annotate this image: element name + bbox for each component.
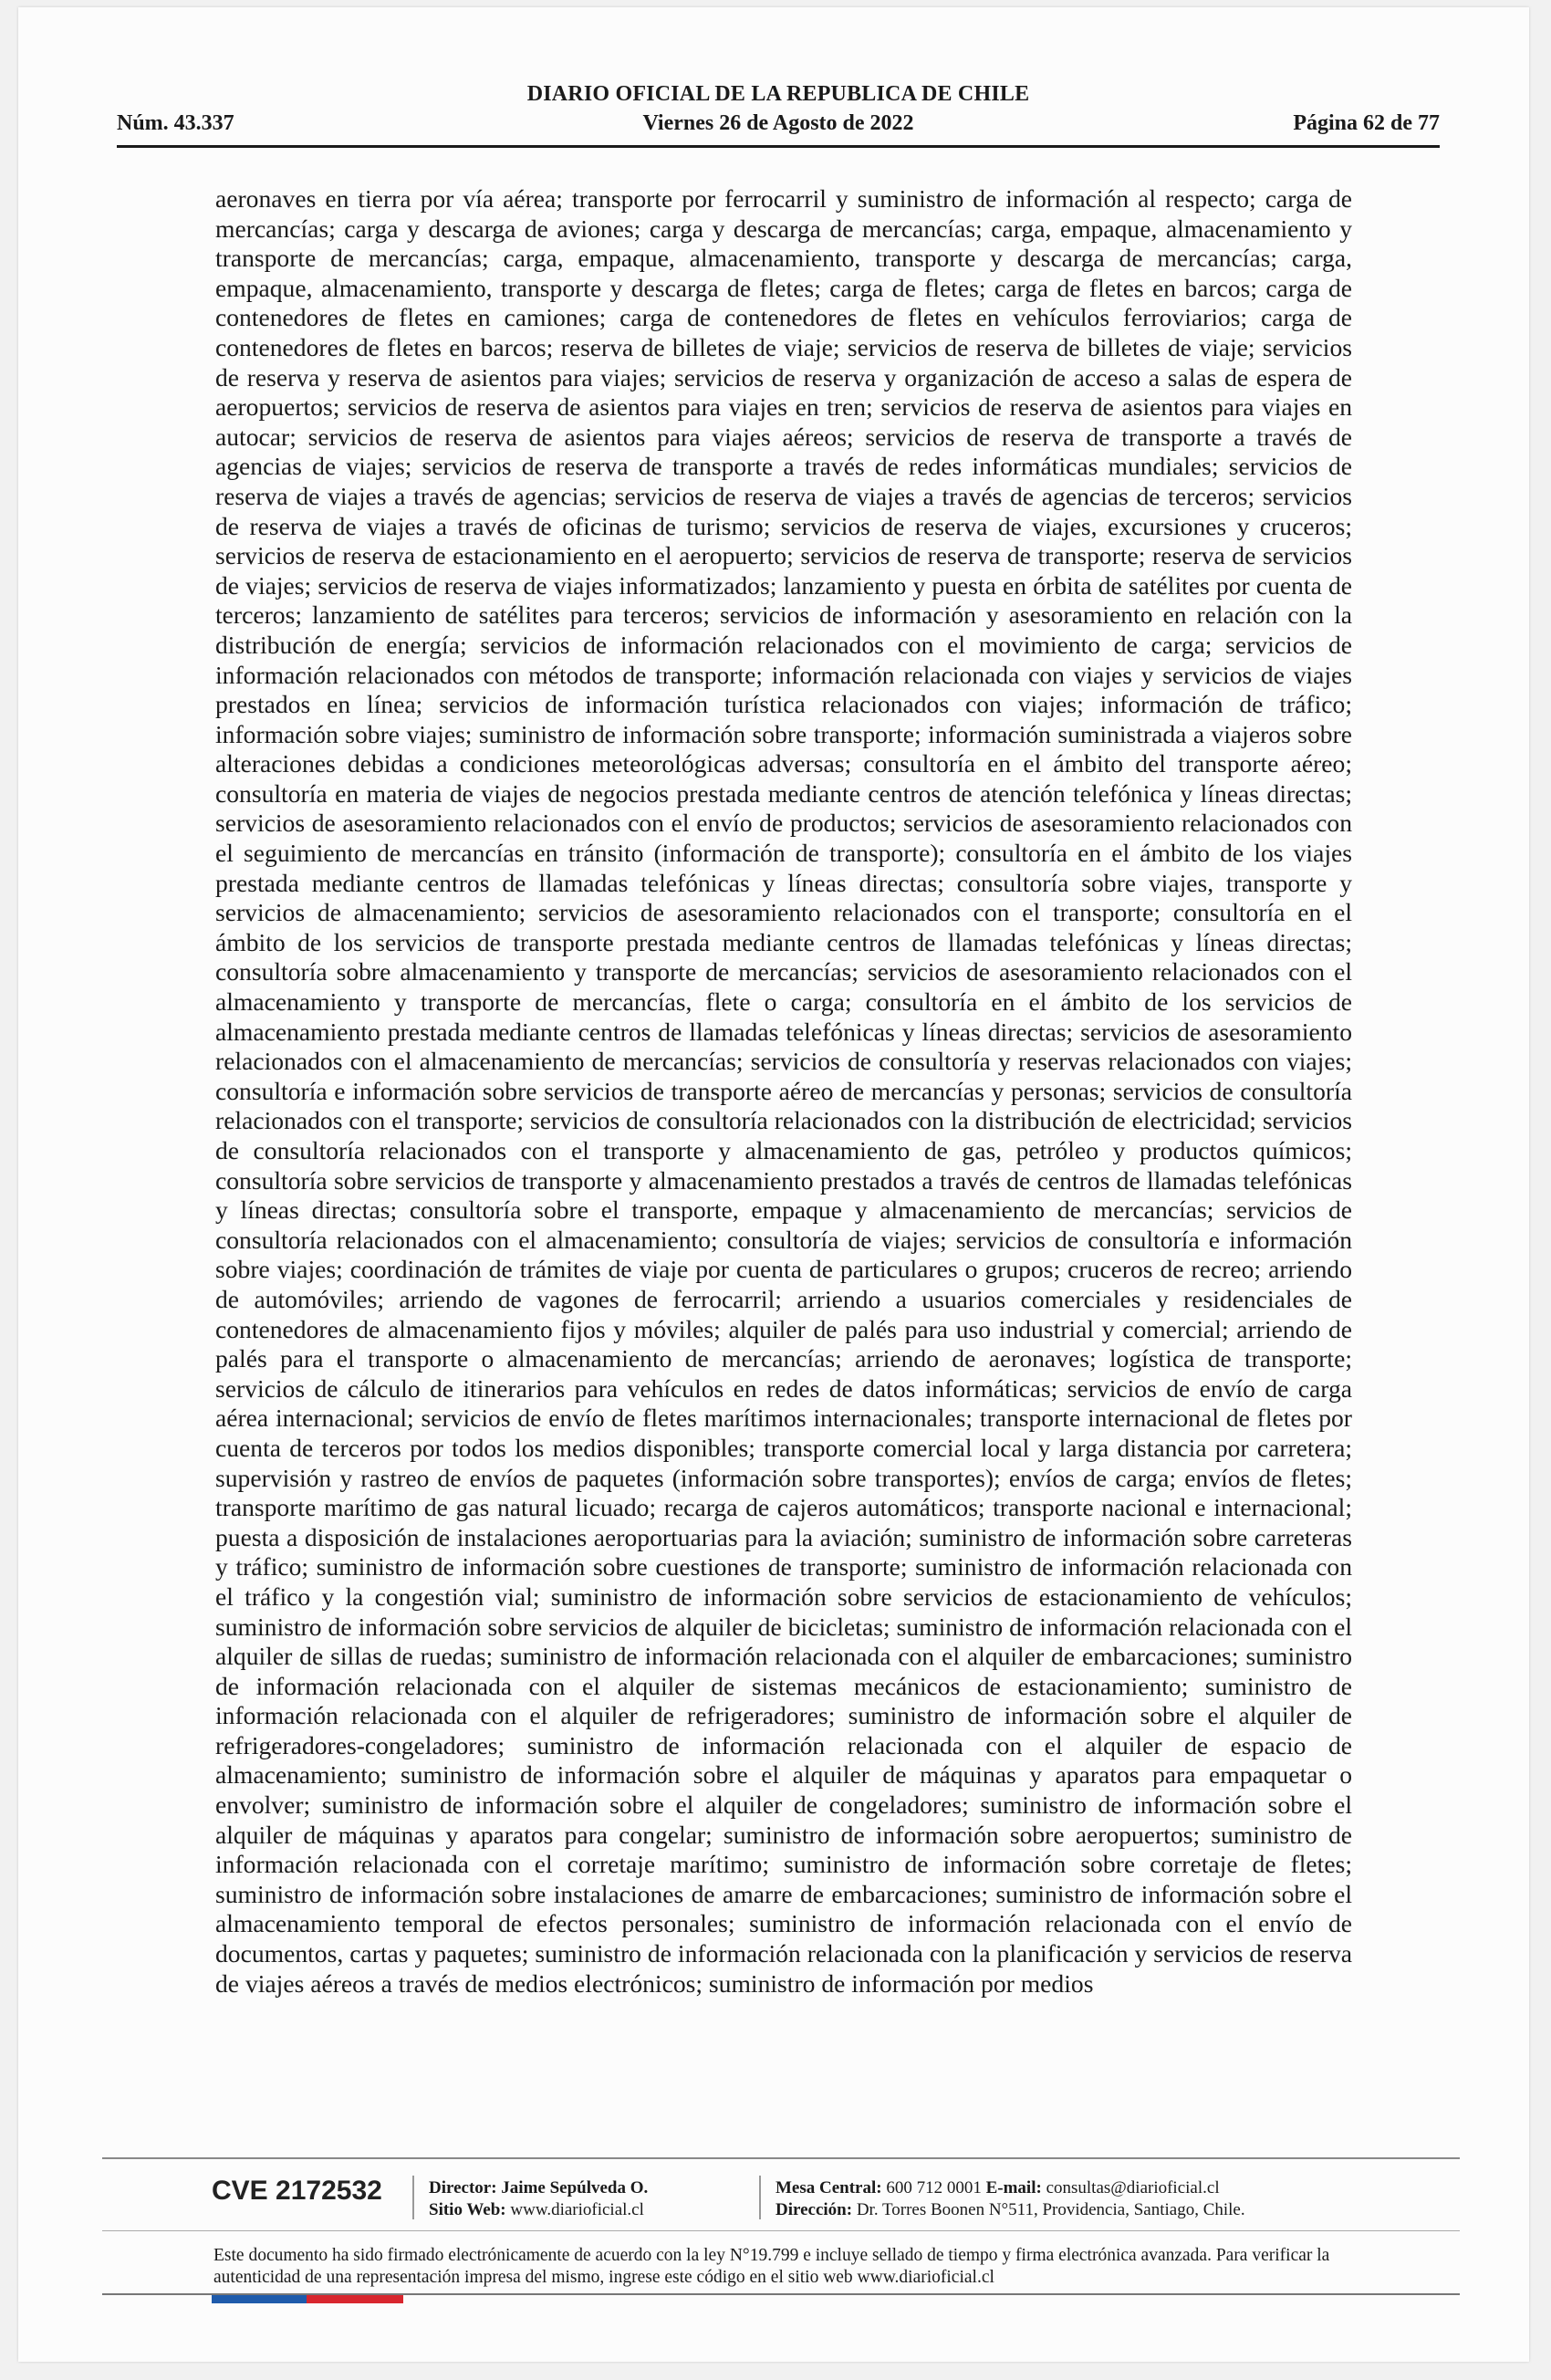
body-paragraph: aeronaves en tierra por vía aérea; transporte por ferrocarril y suministro de información al respecto; carga de mercancías; carga y descarga de aviones; carga y descarga de mercancías; carga, empaque, almacenamiento y transporte de mercancías; carga, empaque, almacenamiento, transporte y descarga de mercancías; carga, empaque, almacenamiento, transporte y descarga de fletes; carga de fletes; carga de fletes en barcos; carga de contenedores de fletes en camiones; carga de contenedores de fletes en vehículos ferroviarios; carga de contenedores de fletes en barcos; reserva de billetes de viaje; servicios de reserva de billetes de viaje; servicios de reserva y reserva de asientos para viajes; servicios de reserva y organización de acceso a salas de espera de aeropuertos; servicios de reserva de asientos para viajes en tren; servicios de reserva de asientos para viajes en autocar; servicios de reserva de asientos para viajes aéreos; servicios de reserva de transporte a través de agencias de viajes; servicios de reserva de transporte a través de redes informáticas mundiales; servicios de reserva de viajes a través de agencias; servicios de reserva de viajes a través de agencias de terceros; servicios de reserva de viajes a través de oficinas de turismo; servicios de reserva de viajes, excursiones y cruceros; servicios de reserva de estacionamiento en el aeropuerto; servicios de reserva de transporte; reserva de servicios de viajes; servicios de reserva de viajes informatizados; lanzamiento y puesta en órbita de satélites por cuenta de terceros; lanzamiento de satélites para terceros; servicios de información y asesoramiento en relación con la distribución de energía; servicios de información relacionados con el movimiento de carga; servicios de información relacionados con métodos de transporte; información relacionada con viajes y servicios de viajes prestados en línea; servicios de información turística relacionados con viajes; información de tráfico; información sobre viajes; suministro de información sobre transporte; información suministrada a viajeros sobre alteraciones debidas a condiciones meteorológicas adversas; consultoría en el ámbito del transporte aéreo; consultoría en materia de viajes de negocios prestada mediante centros de atención telefónica y líneas directas; servicios de asesoramiento relacionados con el envío de productos; servicios de asesoramiento relacionados con el seguimiento de mercancías en tránsito (información de transporte); consultoría en el ámbito de los viajes prestada mediante centros de llamadas telefónicas y líneas directas; consultoría sobre viajes, transporte y servicios de almacenamiento; servicios de asesoramiento relacionados con el transporte; consultoría en el ámbito de los servicios de transporte prestada mediante centros de llamadas telefónicas y líneas directas; consultoría sobre almacenamiento y transporte de mercancías; servicios de asesoramiento relacionados con el almacenamiento y transporte de mercancías, flete o carga; consultoría en el ámbito de los servicios de almacenamiento prestada mediante centros de llamadas telefónicas y líneas directas; servicios de asesoramiento relacionados con el almacenamiento de mercancías; servicios de consultoría y reservas relacionados con viajes; consultoría e información sobre servicios de transporte aéreo de mercancías y personas; servicios de consultoría relacionados con el transporte; servicios de consultoría relacionados con la distribución de electricidad; servicios de consultoría relacionados con el transporte y almacenamiento de gas, petróleo y productos químicos; consultoría sobre servicios de transporte y almacenamiento prestados a través de centros de llamadas telefónicas y líneas directas; consultoría sobre el transporte, empaque y almacenamiento de mercancías; servicios de consultoría relacionados con el almacenamiento; consultoría de viajes; servicios de consultoría e información sobre viajes; coordinación de trámites de viaje por cuenta de particulares o grupos; cruceros de recreo; arriendo de automóviles; arriendo de vagones de ferrocarril; arriendo a usuarios comerciales y residenciales de contenedores de almacenamiento fijos y móviles; alquiler de palés para uso industrial y comercial; arriendo de palés para el transporte o almacenamiento de mercancías; arriendo de aeronaves; logística de transporte; servicios de cálculo de itinerarios para vehículos en redes de datos informáticas; servicios de envío de carga aérea internacional; servicios de envío de fletes marítimos internacionales; transporte internacional de fletes por cuenta de terceros por todos los medios disponibles; transporte comercial local y larga distancia por carretera; supervisión y rastreo de envíos de paquetes (información sobre transportes); envíos de carga; envíos de fletes; transporte marítimo de gas natural licuado; recarga de cajeros automáticos; transporte nacional e internacional; puesta a disposición de instalaciones aeroportuarias para la aviación; suministro de información sobre carreteras y tráfico; suministro de información sobre cuestiones de transporte; suministro de información relacionada con el tráfico y la congestión vial; suministro de información sobre servicios de estacionamiento de vehículos; suministro de información sobre servicios de alquiler de bicicletas; suministro de información relacionada con el alquiler de sillas de ruedas; suministro de información relacionada con el alquiler de embarcaciones; suministro de información relacionada con el alquiler de sistemas mecánicos de estacionamiento; suministro de información relacionada con el alquiler de refrigeradores; suministro de información sobre el alquiler de refrigeradores-congeladores; suministro de información relacionada con el alquiler de espacio de almacenamiento; suministro de información sobre el alquiler de máquinas y aparatos para empaquetar o envolver; suministro de información sobre el alquiler de congeladores; suministro de información sobre el alquiler de máquinas y aparatos para congelar; suministro de información sobre aeropuertos; suministro de información relacionada con el corretaje marítimo; suministro de información sobre corretaje de fletes; suministro de información sobre instalaciones de amarre de embarcaciones; suministro de información sobre el almacenamiento temporal de efectos personales; suministro de información relacionada con el envío de documentos, cartas y paquetes; suministro de información relacionada con la planificación y servicios de reserva de viajes aéreos a través de medios electrónicos; suministro de información por medios [215,184,1352,1998]
signature-note: Este documento ha sido firmado electrónicamente de acuerdo con la ley N°19.799 e incluye sellado de tiempo y firma electrónica avanzada. Para verificar la autenticidad de una representación impresa del mismo, ingrese este código en el sitio web www.diarioficial.cl [213,2246,1330,2287]
flag-blue-segment [212,2295,307,2303]
footer-separator [759,2176,761,2219]
website-link[interactable]: www.diarioficial.cl [510,2200,644,2219]
phone-label: Mesa Central: [776,2178,882,2197]
document-page [18,7,1529,2362]
email-link[interactable]: consultas@diarioficial.cl [1046,2178,1220,2197]
director-line [429,2177,648,2199]
email-label: E-mail: [985,2178,1042,2197]
address-line [776,2199,1245,2221]
phone-number: 600 712 0001 [886,2178,982,2197]
footer-divider-mid [102,2230,1460,2231]
newspaper-title: DIARIO OFICIAL DE LA REPUBLICA DE CHILE [526,82,1030,106]
website-label: Sitio Web: [429,2200,506,2219]
address-label: Dirección: [776,2200,853,2219]
director-label: Director: [429,2178,497,2197]
address-text: Dr. Torres Boonen N°511, Providencia, Santiago, Chile. [856,2200,1245,2219]
phone-email-line [776,2177,1245,2199]
flag-color-bar [212,2295,403,2303]
cve-code: CVE 2172532 [212,2176,382,2206]
page-number: Página 62 de 77 [1293,111,1440,135]
issue-number: Núm. 43.337 [117,111,234,135]
header-divider [117,145,1440,148]
flag-red-segment [307,2295,403,2303]
issue-date: Viernes 26 de Agosto de 2022 [642,111,914,135]
footer-separator [412,2176,414,2219]
footer-divider-top [102,2157,1460,2159]
contact-info [776,2177,1245,2221]
website-line [429,2199,648,2221]
director-name: Jaime Sepúlveda O. [501,2178,649,2197]
director-info [429,2177,648,2221]
page-header [117,82,1440,148]
